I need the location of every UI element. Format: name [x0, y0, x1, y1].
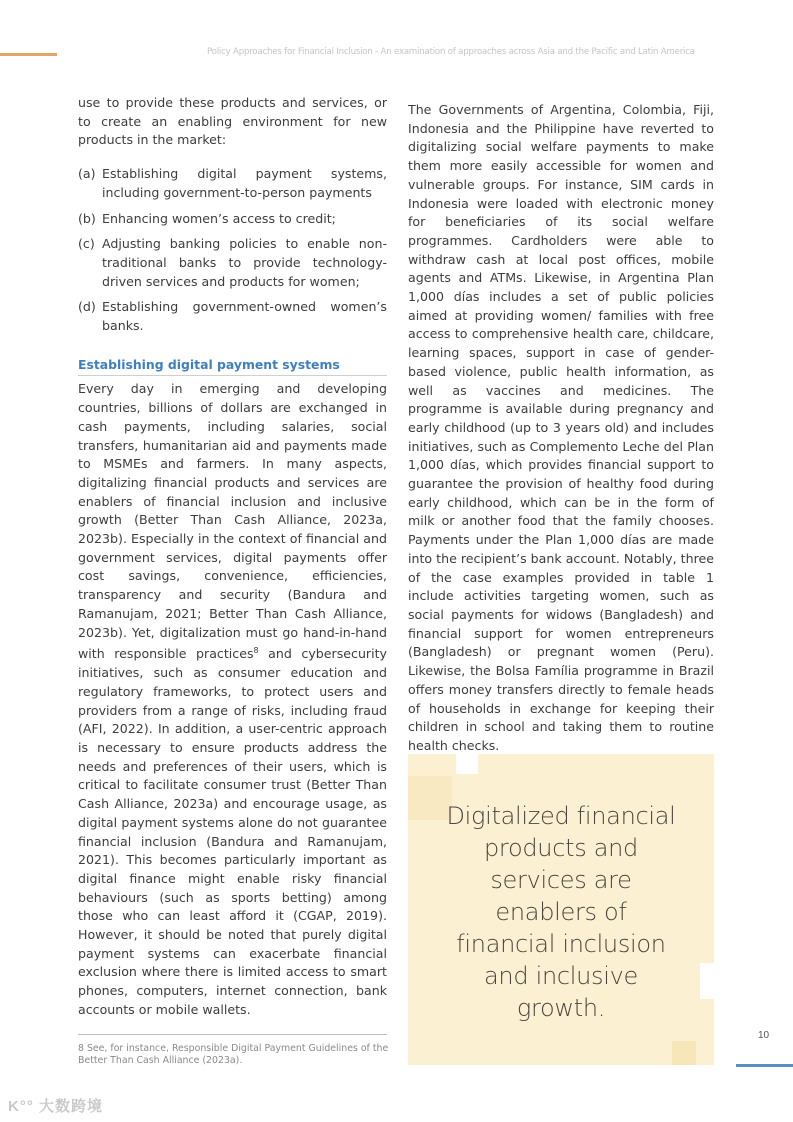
- running-header: Policy Approaches for Financial Inclusion - An examination of approaches across Asia and the Pacific and Latin America: [207, 47, 695, 57]
- header-accent-rule: [0, 53, 57, 56]
- list-marker: (c): [78, 236, 95, 252]
- list-marker: (d): [78, 299, 96, 315]
- right-column: [408, 101, 714, 756]
- list-item: [78, 210, 387, 229]
- footnote-reference[interactable]: 8: [253, 646, 259, 656]
- list-text: Establishing government-owned women’s banks.: [102, 299, 387, 334]
- pull-quote-content: Digitalized financial products and services are enablers of financial inclusion and inclusive growth.: [446, 802, 676, 1022]
- list-marker: (b): [78, 210, 96, 226]
- body-text: and cybersecurity initiatives, such as consumer education and regulatory frameworks, to protect users and providers from a range of risks, including fraud (AFI, 2022). In addition, a user-centric approach is necessary to ensure products address the needs and preferences of their users, which is critical to facilitate consumer trust (Better Than Cash Alliance, 2023a) and encourage usage, as digital payment systems alone do not guarantee financial inclusion (Bandura and Ramanujam, 2021). This becomes particularly important as digital finance might enable risky financial behaviours (such as sports betting) among those who can least afford it (CGAP, 2019). However, it should be noted that purely digital payment systems can exacerbate financial exclusion where there is limited access to smart phones, computers, internet connection, bank accounts or mobile wallets.: [78, 646, 387, 1017]
- footer-accent-rule: [736, 1064, 793, 1067]
- approach-list: [78, 165, 387, 336]
- page-number: 10: [758, 1030, 770, 1041]
- list-item: [78, 235, 387, 291]
- body-text: Every day in emerging and developing countries, billions of dollars are exchanged in cash payments, including salaries, social transfers, humanitarian aid and payments made to MSMEs and farmers. In many aspects, digitalizing financial products and services are enablers of financial inclusion and inclusive growth (Better Than Cash Alliance, 2023a, 2023b). Especially in the context of financial and government services, digital payments offer cost savings, convenience, efficiencies, transparency and security (Bandura and Ramanujam, 2021; Better Than Cash Alliance, 2023b). Yet, digitalization must go hand-in-hand with responsible practices: [78, 381, 387, 662]
- watermark-logo: K°° 大数跨境: [8, 1098, 103, 1115]
- body-paragraph: [78, 380, 387, 1019]
- list-marker: (a): [78, 166, 96, 182]
- list-text: Adjusting banking policies to enable non-traditional banks to provide technology-driven services and products for women;: [102, 236, 387, 289]
- decorative-square: [456, 754, 478, 774]
- pull-quote-text: [408, 800, 714, 1024]
- footnote-divider: [78, 1034, 387, 1035]
- left-column: [78, 94, 387, 1020]
- body-paragraph: The Governments of Argentina, Colombia, Fiji, Indonesia and the Philippine have reverted to digitalizing social welfare payments to make them more easily accessible for women and vulnerable groups. For instance, SIM cards in Indonesia were loaded with electronic money for beneficiaries of its social welfare programmes. Cardholders were able to withdraw cash at local post offices, mobile agents and ATMs. Likewise, in Argentina Plan 1,000 días includes a set of public policies aimed at providing women/ families with free access to comprehensive health care, childcare, learning spaces, support in case of gender-based violence, public health information, as well as vaccines and medicines. The programme is available during pregnancy and early childhood (up to 3 years old) and includes initiatives, such as Complemento Leche del Plan 1,000 días, which provides financial support to guarantee the provision of healthy food during early childhood, which can be in the form of milk or another food that the family chooses. Payments under the Plan 1,000 días are made into the recipient’s bank account. Notably, three of the case examples provided in table 1 include activities targeting women, such as social payments for widows (Bangladesh) and financial support for women entrepreneurs (Bangladesh) or pregnant women (Peru). Likewise, the Bolsa Família programme in Brazil offers money transfers directly to female heads of households in exchange for keeping their children in school and taking them to routine health checks.: [408, 102, 714, 753]
- section-heading: Establishing digital payment systems: [78, 356, 387, 377]
- decorative-square: [672, 1041, 696, 1065]
- list-item: [78, 165, 387, 202]
- list-item: [78, 298, 387, 335]
- pull-quote-box: [408, 754, 714, 1065]
- footnote: 8 See, for instance, Responsible Digital Payment Guidelines of the Better Than Cash Alliance (2023a).: [78, 1043, 389, 1066]
- list-text: Enhancing women’s access to credit;: [102, 210, 336, 226]
- list-text: Establishing digital payment systems, including government-to-person payments: [102, 166, 387, 200]
- intro-paragraph: use to provide these products and services, or to create an enabling environment for new products in the market:: [78, 95, 387, 148]
